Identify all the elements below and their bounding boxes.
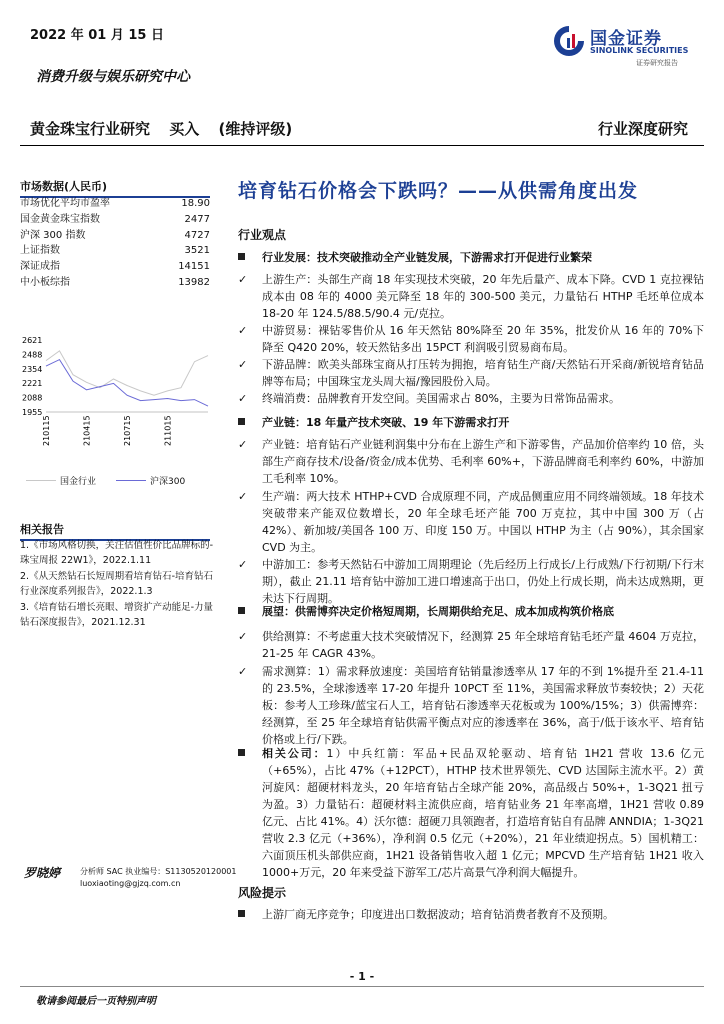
market-value: 2477 xyxy=(184,213,210,225)
bullet-text xyxy=(262,603,704,620)
market-value: 3521 xyxy=(184,245,210,257)
report-date: 2022 年 01 月 15 日 xyxy=(30,28,164,43)
logo-cn-text: 国金证券 xyxy=(590,29,662,49)
y-tick-label: 2221 xyxy=(22,379,43,389)
check-bullet-icon: ✓ xyxy=(238,490,248,503)
bullet-text xyxy=(262,745,704,881)
market-row xyxy=(20,259,210,275)
related-report-1[interactable]: 1.《市场风格切换，关注估值性价比品牌标的-珠宝周报 22W1》，2022.1.11 xyxy=(20,540,213,566)
x-tick-label: 210415 xyxy=(82,415,92,446)
x-tick-label: 210115 xyxy=(42,415,51,446)
market-row xyxy=(20,212,210,228)
bullet-body: 生产端：两大技术 HTHP+CVD 合成原理不同，产成品侧重应用不同终端领域。18 年技术突破带来产能双位数增长，20 年全球毛坯产能 700 万克拉，其中中国 300 万（占 42%）、新加坡/美国各 100 万、印度 150 万。中国以 HTHP 为主（占 90%），其余国家 CVD 为主。 xyxy=(262,490,704,554)
bullet-heading xyxy=(238,603,704,620)
square-bullet-icon xyxy=(238,607,245,614)
bullet-body: 供给测算：不考虑重大技术突破情况下，经测算 25 年全球培育钻毛坯产量 4604 万克拉，21-25 年 CAGR 43%。 xyxy=(262,630,704,660)
market-value: 4727 xyxy=(184,229,210,241)
bullet-body: 中游加工：参考天然钻石中游加工周期理论（先后经历上行成长/上行成熟/下行初期/下行末期），截止 21.11 培育钻中游加工进口增速高于出口，仍处上行成长期，尚未达成熟期，更未达下行周期。 xyxy=(262,558,704,605)
bullet-text xyxy=(262,271,704,322)
check-bullet-icon: ✓ xyxy=(238,358,248,371)
square-bullet-icon xyxy=(238,253,245,260)
logo-sub-text: 证券研究报告 xyxy=(636,59,678,67)
bullet-body: 中游贸易：裸钻零售价从 16 年天然钻 80%降至 20 年 35%，批发价从 16 年的 70%下降至 Q420 20%，较天然钻多出 15PCT 利润吸引贸易商布局。 xyxy=(262,324,704,354)
section-title-risk: 风险提示 xyxy=(238,886,287,900)
bullet-item xyxy=(238,488,704,556)
bullet-text xyxy=(262,663,704,748)
page-number: - 1 - xyxy=(349,970,375,983)
bullet-body: 产业链：18 年量产技术突破、19 年下游需求打开 xyxy=(262,416,510,429)
bullet-text xyxy=(262,249,704,266)
market-label: 国金黄金珠宝指数 xyxy=(20,213,100,225)
market-value: 18.90 xyxy=(181,198,210,209)
footer-divider xyxy=(20,986,704,987)
bullet-body: 展望：供需博弈决定价格短周期，长周期供给充足、成本加成构筑价格底 xyxy=(262,605,614,618)
check-bullet-icon: ✓ xyxy=(238,665,248,678)
bullet-body: 行业发展：技术突破推动全产业链发展，下游需求打开促进行业繁荣 xyxy=(262,251,592,264)
legend-swatch xyxy=(116,480,146,481)
market-data-title: 市场数据(人民币) xyxy=(20,178,210,198)
bullet-item xyxy=(238,356,704,390)
market-data-table xyxy=(20,196,210,291)
market-value: 14151 xyxy=(178,261,210,273)
x-tick-label: 211015 xyxy=(163,415,173,446)
x-tick-label: 210715 xyxy=(123,415,132,446)
y-tick-label: 2488 xyxy=(22,350,43,360)
rating: 买入 xyxy=(169,120,200,138)
bullet-text xyxy=(262,390,704,407)
report-type: 行业深度研究 xyxy=(597,120,688,138)
square-bullet-icon xyxy=(238,418,245,425)
legend-item xyxy=(26,474,96,487)
market-row xyxy=(20,275,210,291)
market-row xyxy=(20,196,210,212)
market-label: 沪深 300 指数 xyxy=(20,229,86,241)
footer-disclaimer: 敬请参阅最后一页特别声明 xyxy=(36,996,156,1007)
bullet-heading xyxy=(238,745,704,881)
legend-swatch xyxy=(26,480,56,481)
sinolink-logo-icon xyxy=(552,24,586,58)
risk-item xyxy=(238,906,704,923)
bullet-text xyxy=(262,628,704,662)
legend-item xyxy=(116,474,185,487)
bullet-text xyxy=(262,488,704,556)
square-bullet-icon xyxy=(238,749,245,756)
bullet-item xyxy=(238,436,704,487)
analyst-email[interactable]: luoxiaoting@gjzq.com.cn xyxy=(80,879,181,888)
check-bullet-icon: ✓ xyxy=(238,392,248,405)
y-tick-label: 1955 xyxy=(22,408,43,417)
bullet-text xyxy=(262,356,704,390)
bullet-text xyxy=(262,322,704,356)
bullet-item xyxy=(238,322,704,356)
y-tick-label: 2354 xyxy=(22,364,43,374)
bullet-heading xyxy=(238,249,704,266)
market-label: 深证成指 xyxy=(20,261,60,273)
related-report-3[interactable]: 3.《培育钻石增长亮眼、增资扩产动能足-力量钻石深度报告》，2021.12.31 xyxy=(20,602,213,628)
risk-text: 上游厂商无序竞争；印度进出口数据波动；培育钻消费者教育不及预期。 xyxy=(262,908,614,921)
bullet-body: 产业链：培育钻石产业链利润集中分布在上游生产和下游零售，产品加价倍率约 10 倍，头部生产商存技术/设备/资金/成本优势、毛利率 60%+，下游品牌商毛利率约 60%，中游加工毛利率 10%。 xyxy=(262,438,704,485)
bullet-body: 上游生产：头部生产商 18 年实现技术突破，20 年先后量产、成本下降。CVD 1 克拉裸钻成本由 08 年的 4000 美元降至 18 年的 300-500 美元，力量钻石 HTHP 毛坯单位成本 18-20 年 124.5/88.5/90.4 元/克拉。 xyxy=(262,273,704,320)
market-label: 中小板综指 xyxy=(20,276,70,288)
rating-note: (维持评级) xyxy=(218,120,293,138)
chart-legend xyxy=(26,474,216,488)
bullet-item xyxy=(238,390,704,407)
report-heading xyxy=(30,118,306,139)
series-line-0 xyxy=(46,351,208,395)
bullet-body: 1）中兵红箭：军品+民品双轮驱动、培育钻 1H21 营收 13.6 亿元（+65%），占比 47%（+12PCT），HTHP 技术世界领先、CVD 达国际主流水平。2）黄河旋风：超硬材料龙头，20 年培育钻占全球产能 20%，高品级占 50%+，1-3Q21 扭亏为盈。3）力量钻石：超硬材料主流供应商，培育钻业务 21 年率高增，1H21 营收 0.89 亿元、占比 41%。4）沃尔德：超硬刀具领跑者，打造培育钻自有品牌 ANNDIA；1-3Q21 营收 2.3 亿元（+36%），净利润 0.5 亿元（+20%），21 年业绩迎拐点。5）国机精工：六面顶压机头部供应商，1H21 设备销售收入超 1 亿元；MPCVD 生产培育钻 1H21 收入 1000+万元，20 年来受益下游军工/芯片高景气净利润大幅提升。 xyxy=(262,747,705,879)
bullet-text xyxy=(262,556,704,607)
market-value: 13982 xyxy=(178,276,210,288)
bullet-item xyxy=(238,663,704,748)
bullet-heading xyxy=(238,414,704,431)
section-title-view: 行业观点 xyxy=(238,228,287,242)
analyst-name: 罗晓婷 xyxy=(24,866,61,880)
bullet-label: 相关公司： xyxy=(262,747,327,760)
check-bullet-icon: ✓ xyxy=(238,438,248,451)
market-row xyxy=(20,228,210,244)
check-bullet-icon: ✓ xyxy=(238,558,248,571)
company-logo xyxy=(552,22,692,74)
analyst-sac: 分析师 SAC 执业编号：S1130520120001 xyxy=(80,867,237,876)
check-bullet-icon: ✓ xyxy=(238,630,248,643)
market-label: 市场优化平均市盈率 xyxy=(20,198,110,209)
market-row xyxy=(20,243,210,259)
related-report-2[interactable]: 2.《从天然钻石长短周期看培育钻石-培育钻石行业深度系列报告》，2022.1.3 xyxy=(20,571,213,597)
bullet-text xyxy=(262,436,704,487)
bullet-body: 需求测算：1）需求释放速度：美国培育钻销量渗透率从 17 年的不到 1%提升至 21.4-11 的 23.5%，全球渗透率 17-20 年提升 10PCT 至 11%，美国需求释放节奏较快；2）天花板：参考人工珍珠/蓝宝石人工，培育钻石渗透率天花板或为 100%/15%；3）供需博弈：经测算，至 25 年全球培育钻供需平衡点对应的渗透率在 36%，高于/低于该水平、培育钻价格或上行/下跌。 xyxy=(262,665,704,746)
legend-label: 沪深300 xyxy=(150,477,186,487)
check-bullet-icon: ✓ xyxy=(238,324,248,337)
check-bullet-icon: ✓ xyxy=(238,273,248,286)
y-tick-label: 2088 xyxy=(22,393,43,403)
logo-en-text: SINOLINK SECURITIES xyxy=(590,46,689,55)
legend-label: 国金行业 xyxy=(60,477,97,487)
bullet-body: 终端消费：品牌教育开发空间。美国需求占 80%，主要为日常饰品需求。 xyxy=(262,392,620,405)
bullet-item xyxy=(238,271,704,322)
bullet-body: 下游品牌：欧美头部珠宝商从打压转为拥抱，培育钻生产商/天然钻石开采商/新锐培育钻品牌等布局；中国珠宝龙头周大福/豫园股份入局。 xyxy=(262,358,704,388)
header-divider xyxy=(20,145,704,146)
bullet-text xyxy=(262,414,704,431)
y-tick-label: 2621 xyxy=(22,336,43,345)
market-label: 上证指数 xyxy=(20,245,60,257)
bullet-item xyxy=(238,556,704,607)
industry-name: 黄金珠宝行业研究 xyxy=(30,120,151,138)
analyst-info xyxy=(80,866,236,890)
square-bullet-icon xyxy=(238,910,245,917)
report-title: 培育钻石价格会下跌吗？——从供需角度出发 xyxy=(238,180,639,202)
related-reports-title: 相关报告 xyxy=(20,521,210,541)
research-center: 消费升级与娱乐研究中心 xyxy=(36,69,190,85)
bullet-item xyxy=(238,628,704,662)
index-chart xyxy=(20,330,212,480)
